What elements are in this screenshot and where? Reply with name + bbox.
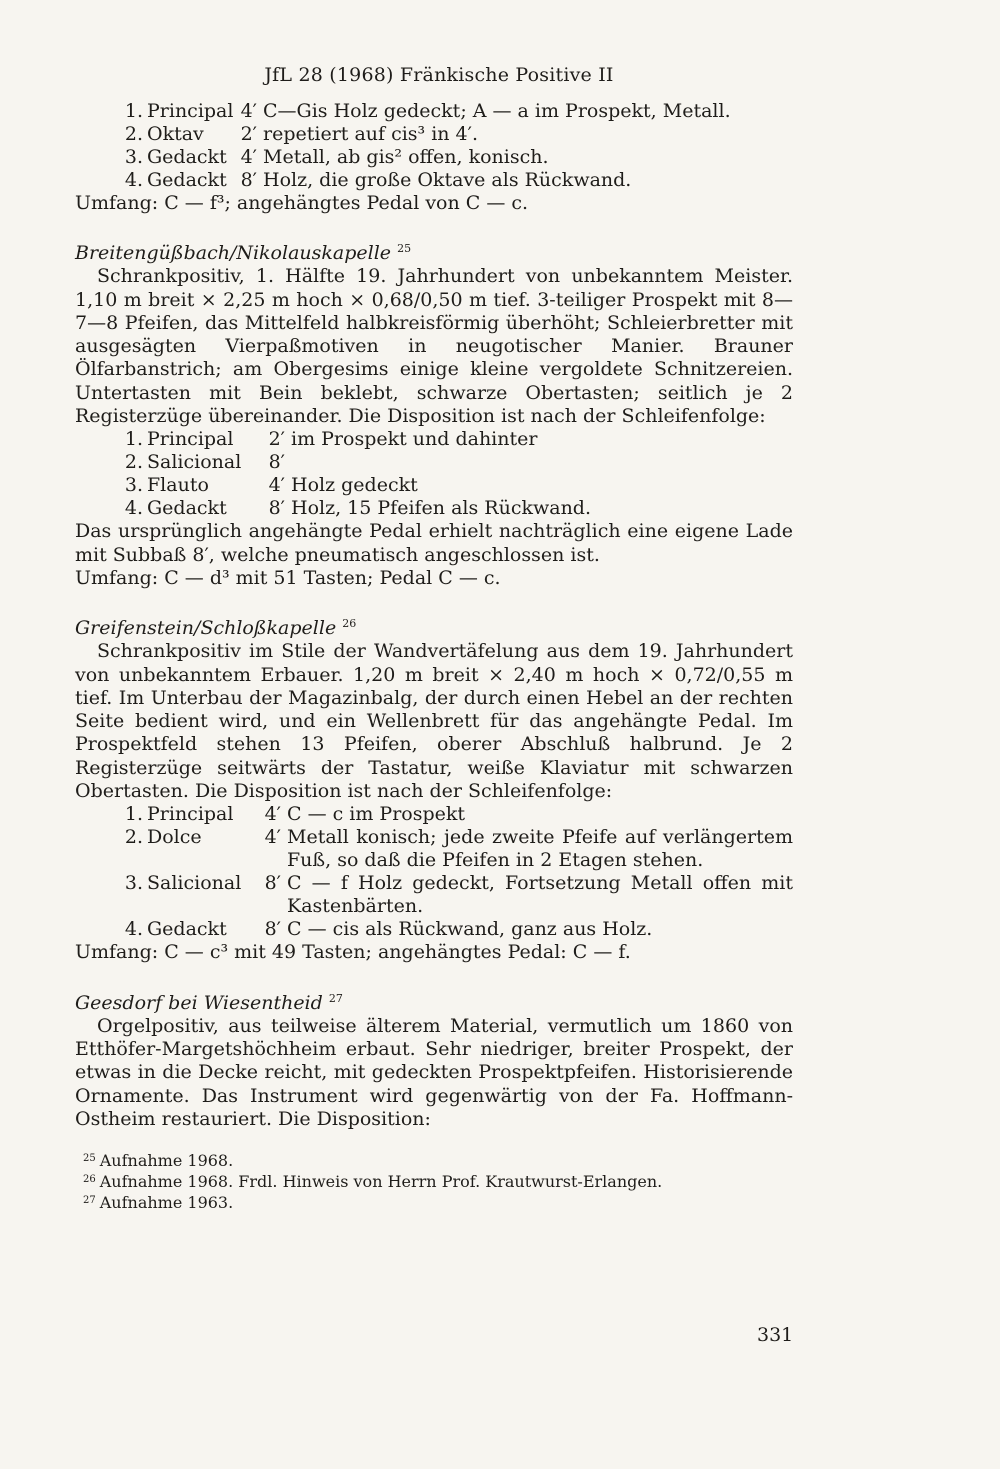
description-paragraph: Orgelpositiv, aus teilweise älterem Material, vermutlich um 1860 von Etthöfer-Margetshöchheim erbaut. Sehr niedriger, breiter Prospekt, der etwas in die Decke reicht, mit gedeckten Prospektpfeifen. Historisierende Ornamente. Das Instrument wird gegenwärtig von der Fa. Hoffmann-Ostheim restauriert. Die Disposition: [75,1014,793,1130]
section-heading: Greifenstein/Schloßkapelle $^{26}$ [75,617,357,640]
compass-line: Umfang: C — d³ mit 51 Tasten; Pedal C — c. [75,566,501,589]
register-row: 3. Salicional 8′ C — f Holz gedeckt, Fortsetzung Metall offen mit Kastenbärten. [124,872,793,918]
compass-line: Umfang: C — f³; angehängtes Pedal von C — c. [75,192,529,214]
register-list-continued [75,100,793,215]
running-header: JfL 28 (1968) Fränkische Positive II [264,64,614,86]
page-number: 331 [757,1324,794,1346]
register-row: 3. Flauto 4′ Holz gedeckt [124,474,418,497]
section-heading: Breitengüßbach/Nikolauskapelle $^{25}$ [75,242,412,265]
register-row: 2. Dolce 4′ Metall konisch; jede zweite Pfeife auf verlängertem Fuß, so daß die Pfeifen in 2 Etagen stehen. [124,826,793,872]
footnotes [75,1149,793,1212]
register-row: 4. Gedackt 8′ Holz, die große Oktave als Rückwand. [124,169,632,191]
register-list [75,803,793,941]
register-row: 3. Gedackt 4′ Metall, ab gis² offen, konisch. [124,146,549,168]
footnote: $^{25}$ Aufnahme 1968. [83,1151,234,1171]
page [75,64,793,1212]
pedal-note: Das ursprünglich angehängte Pedal erhielt nachträglich eine eigene Lade mit Subbaß 8′, welche pneumatisch angeschlossen ist. [75,520,793,566]
register-row: 1. Principal 4′ C — c im Prospekt [124,803,466,826]
section-heading: Geesdorf bei Wiesentheid $^{27}$ [75,991,343,1014]
section-greifenstein [75,612,793,964]
footnote: $^{26}$ Aufnahme 1968. Frdl. Hinweis von Herrn Prof. Krautwurst-Erlangen. [83,1172,663,1192]
description-paragraph: Schrankpositiv im Stile der Wandvertäfelung aus dem 19. Jahrhundert von unbekanntem Erbauer. 1,20 m breit × 2,40 m hoch × 0,72/0,55 m tief. Im Unterbau der Magazinbalg, der durch einen Hebel an der rechten Seite bedient wird, und ein Wellenbrett für das angehängte Pedal. Im Prospektfeld stehen 13 Pfeifen, oberer Abschluß halbrund. Je 2 Registerzüge seitwärts der Tastatur, weiße Klaviatur mit schwarzen Obertasten. Die Disposition ist nach der Schleifenfolge: [75,640,793,803]
footnote-ref[interactable]: 25 [397,242,412,256]
footnote: $^{27}$ Aufnahme 1963. [83,1193,234,1213]
register-row: 1. Principal 2′ im Prospekt und dahinter [124,428,538,451]
section-breitenguessbach [75,237,793,590]
register-row: 2. Oktav 2′ repetiert auf cis³ in 4′. [124,123,479,145]
footnote-ref[interactable]: 26 [342,617,357,631]
footnote-ref[interactable]: 27 [328,991,343,1005]
section-geesdorf [75,987,793,1131]
register-row: 4. Gedackt 8′ Holz, 15 Pfeifen als Rückwand. [124,497,592,520]
register-row: 4. Gedackt 8′ C — cis als Rückwand, ganz aus Holz. [124,918,653,941]
description-paragraph: Schrankpositiv, 1. Hälfte 19. Jahrhundert von unbekanntem Meister. 1,10 m breit × 2,25 m hoch × 0,68/0,50 m tief. 3-teiliger Prospekt mit 8—7—8 Pfeifen, das Mittelfeld halbkreisförmig überhöht; Schleierbretter mit ausgesägten Vierpaßmotiven in neugotischer Manier. Brauner Ölfarbanstrich; am Obergesims einige kleine vergoldete Schnitzereien. Untertasten mit Bein beklebt, schwarze Obertasten; seitlich je 2 Registerzüge übereinander. Die Disposition ist nach der Schleifenfolge: [75,265,793,428]
register-row: 2. Salicional 8′ [124,451,285,474]
compass-line: Umfang: C — c³ mit 49 Tasten; angehängtes Pedal: C — f. [75,941,631,964]
register-row: 1. Principal 4′ C—Gis Holz gedeckt; A — a im Prospekt, Metall. [124,100,731,122]
register-list [75,428,793,520]
